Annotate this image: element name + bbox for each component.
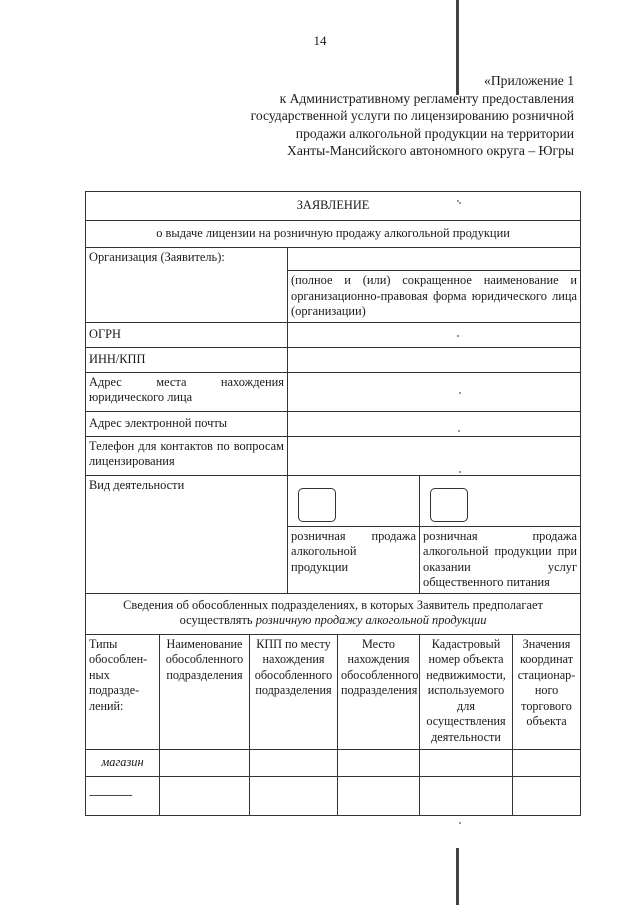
scan-speckle [457, 335, 459, 337]
form-subtitle-row [86, 221, 581, 248]
subdivisions-heading-text: Сведения об обособленных подразделениях, в которых Заявитель предполагает осуществлять [123, 597, 543, 627]
activity-option-2-checkbox[interactable] [430, 488, 468, 522]
subdivisions-heading-row [86, 593, 581, 634]
organization-input[interactable] [288, 248, 581, 271]
ogrn-label: ОГРН [86, 322, 288, 347]
subdivision-type-blank: ---------------- [86, 776, 160, 815]
subdivisions-heading-italic: розничную продажу алкогольной продукции [255, 613, 487, 627]
email-label: Адрес электронной почты [86, 411, 288, 436]
form-title: ЗАЯВЛЕНИЕ [86, 192, 581, 221]
column-header-location: Место нахождения обособленного подразделения [338, 634, 420, 749]
subdivision-type-store: магазин [86, 749, 160, 776]
subdivision-name-input[interactable] [160, 749, 250, 776]
column-header-cadastral-number: Кадастровый номер объекта недвижимости, используемого для осуществления деятельности [420, 634, 513, 749]
application-form-table [85, 191, 581, 816]
scan-speckle [459, 471, 461, 473]
inn-kpp-row [86, 347, 581, 372]
phone-input[interactable] [288, 436, 581, 475]
subdivision-row [86, 749, 581, 776]
phone-row [86, 436, 581, 475]
organization-label: Организация (Заявитель): [86, 248, 288, 323]
column-header-coordinates: Значения координат стационар-ного торгового объекта [513, 634, 581, 749]
scan-speckle [459, 202, 461, 204]
organization-hint: (полное и (или) сокращенное наименование и организационно-правовая форма юридического лица (организации) [288, 271, 581, 323]
subdivision-cadastral-input[interactable] [420, 749, 513, 776]
subdivision-location-input[interactable] [338, 776, 420, 815]
subdivision-cadastral-input[interactable] [420, 776, 513, 815]
scan-artifact-line [456, 848, 459, 905]
activity-option-1-checkbox-cell [288, 475, 420, 526]
column-header-name: Наименование обособленного подразделения [160, 634, 250, 749]
subdivision-kpp-input[interactable] [250, 749, 338, 776]
subdivision-coordinates-input[interactable] [513, 749, 581, 776]
appendix-line: государственной услуги по лицензированию розничной [250, 108, 574, 124]
email-input[interactable] [288, 411, 581, 436]
organization-row [86, 248, 581, 271]
subdivision-kpp-input[interactable] [250, 776, 338, 815]
column-header-kpp: КПП по месту нахождения обособленного подразделения [250, 634, 338, 749]
subdivision-coordinates-input[interactable] [513, 776, 581, 815]
activity-row [86, 475, 581, 526]
subdivisions-header-row [86, 634, 581, 749]
form-subtitle: о выдаче лицензии на розничную продажу алкогольной продукции [86, 221, 581, 248]
page-number: 14 [313, 33, 327, 48]
activity-label: Вид деятельности [86, 475, 288, 593]
address-row [86, 372, 581, 411]
subdivisions-heading [86, 593, 581, 634]
subdivision-name-input[interactable] [160, 776, 250, 815]
email-row [86, 411, 581, 436]
appendix-line: «Приложение 1 [484, 73, 574, 88]
ogrn-row [86, 322, 581, 347]
subdivision-row [86, 776, 581, 815]
appendix-line: к Административному регламенту предоставления [279, 90, 574, 106]
appendix-line: Ханты-Мансийского автономного округа – Югры [287, 143, 574, 159]
address-label: Адрес места нахождения юридического лица [86, 372, 288, 411]
ogrn-input[interactable] [288, 322, 581, 347]
inn-kpp-input[interactable] [288, 347, 581, 372]
scan-speckle [458, 430, 460, 432]
activity-option-2-checkbox-cell [420, 475, 581, 526]
activity-option-1-label: розничная продажа алкогольной продукции [288, 526, 420, 593]
phone-label: Телефон для контактов по вопросам лицензирования [86, 436, 288, 475]
activity-option-2-label: розничная продажа алкогольной продукции при оказании услуг общественного питания [420, 526, 581, 593]
form-title-row [86, 192, 581, 221]
appendix-header [144, 72, 574, 160]
column-header-type: Типы обособлен-ных подразде-лений: [86, 634, 160, 749]
scan-speckle [459, 392, 461, 394]
appendix-line: продажи алкогольной продукции на территории [295, 125, 574, 141]
scan-speckle [459, 822, 461, 824]
activity-option-1-checkbox[interactable] [298, 488, 336, 522]
subdivision-location-input[interactable] [338, 749, 420, 776]
address-input[interactable] [288, 372, 581, 411]
inn-kpp-label: ИНН/КПП [86, 347, 288, 372]
